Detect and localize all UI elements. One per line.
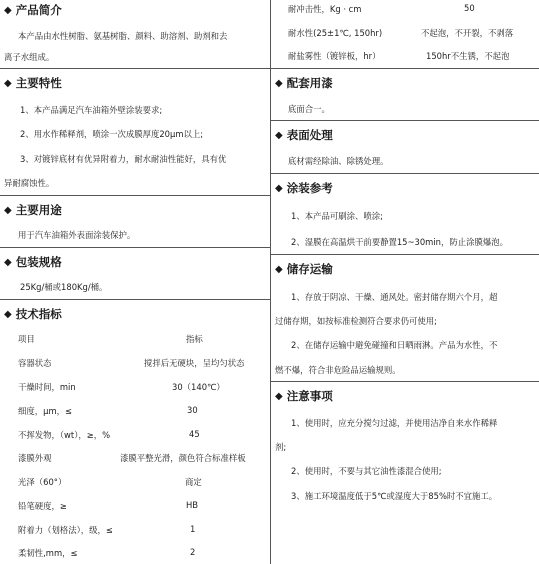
- spec-item: 光泽（60°）: [18, 477, 67, 487]
- diamond-bullet-icon: ◆: [4, 4, 12, 16]
- spec-value: 不起泡，不开裂，不剥落: [421, 28, 514, 38]
- spec-item: 漆膜外观: [18, 453, 52, 463]
- divider: [0, 195, 270, 196]
- divider: [271, 173, 539, 174]
- diamond-bullet-icon: ◆: [275, 263, 283, 275]
- section-title-intro: ◆ 产品简介: [4, 3, 62, 17]
- spec-value: 商定: [185, 477, 202, 487]
- spec-value: HB: [186, 500, 199, 510]
- spec-value: 150hr不生锈，不起泡: [426, 51, 510, 61]
- spec-item: 干燥时间，min: [18, 382, 76, 392]
- section-title-application: ◆ 涂装参考: [275, 181, 333, 195]
- notes-line-2: 剂;: [275, 442, 287, 452]
- divider: [0, 299, 270, 300]
- divider: [271, 120, 539, 121]
- intro-line-2: 离子水组成。: [4, 52, 55, 62]
- packaging-line-1: 25Kg/桶或180Kg/桶。: [20, 282, 108, 292]
- application-line-1: 1、本产品可刷涂、喷涂;: [291, 211, 383, 221]
- spec-item: 柔韧性,mm，≤: [18, 548, 78, 558]
- spec-value: 30: [187, 405, 198, 415]
- section-title-specs: ◆ 技术指标: [4, 307, 62, 321]
- diamond-bullet-icon: ◆: [4, 77, 12, 89]
- diamond-bullet-icon: ◆: [275, 390, 283, 402]
- application-line-2: 2、湿膜在高温烘干前要静置15~30min，防止涂膜爆泡。: [291, 237, 508, 247]
- spec-value: 45: [189, 429, 200, 439]
- spec-value: 30（140℃）: [172, 382, 225, 392]
- spec-item: 铅笔硬度，≥: [18, 501, 67, 511]
- spec-item: 耐盐雾性（镀锌板，hr）: [288, 51, 381, 61]
- storage-line-1: 1、存放于阴凉、干燥、通风处。密封储存期六个月，超: [291, 292, 498, 302]
- spec-value: 漆膜平整光滑，颜色符合标准样板: [120, 453, 246, 463]
- storage-line-4: 燃不爆，符合非危险品运输规则。: [275, 365, 401, 375]
- section-title-usage: ◆ 主要用途: [4, 203, 62, 217]
- spec-value: 2: [190, 547, 196, 557]
- section-title-storage: ◆ 储存运输: [275, 262, 333, 276]
- storage-line-3: 2、在储存运输中避免碰撞和日晒雨淋。产品为水性，不: [291, 340, 498, 350]
- divider: [0, 68, 270, 69]
- spec-item: 细度，μm，≤: [18, 406, 73, 416]
- section-title-surface: ◆ 表面处理: [275, 128, 333, 142]
- spec-item: 容器状态: [18, 358, 52, 368]
- features-line-1: 1、本产品满足汽车油箱外壁涂装要求;: [20, 105, 163, 115]
- section-title-notes: ◆ 注意事项: [275, 389, 333, 403]
- divider: [0, 247, 270, 248]
- spec-item: 项目: [18, 334, 35, 344]
- intro-line-1: 本产品由水性树脂、氨基树脂、颜料、助溶剂、助剂和去: [18, 31, 228, 41]
- features-line-4: 异耐腐蚀性。: [4, 178, 55, 188]
- notes-line-4: 3、施工环境温度低于5℃或湿度大于85%时不宜施工。: [291, 491, 498, 501]
- spec-item: 不挥发物，（wt），≥，%: [18, 430, 111, 440]
- diamond-bullet-icon: ◆: [275, 182, 283, 194]
- spec-item: 耐水性(25±1℃, 150hr): [288, 28, 383, 38]
- spec-value: 1: [190, 524, 196, 534]
- surface-line-1: 底材需经除油、除锈处理。: [288, 156, 389, 166]
- spec-item: 耐冲击性，Kg · cm: [288, 4, 362, 14]
- diamond-bullet-icon: ◆: [4, 308, 12, 320]
- storage-line-2: 过储存期，如按标准检测符合要求仍可使用;: [275, 316, 437, 326]
- divider: [271, 254, 539, 255]
- divider: [271, 68, 539, 69]
- section-title-paint: ◆ 配套用漆: [275, 76, 333, 90]
- section-title-features: ◆ 主要特性: [4, 76, 62, 90]
- section-title-packaging: ◆ 包装规格: [4, 255, 62, 269]
- notes-line-3: 2、使用时，不要与其它油性漆混合使用;: [291, 466, 442, 476]
- spec-value: 搅拌后无硬块，呈均匀状态: [144, 358, 245, 368]
- usage-line-1: 用于汽车油箱外表面涂装保护。: [18, 230, 136, 240]
- features-line-3: 3、对镀锌底材有优异附着力，耐水耐油性能好，具有优: [20, 154, 227, 164]
- diamond-bullet-icon: ◆: [4, 204, 12, 216]
- right-column: [271, 0, 539, 564]
- diamond-bullet-icon: ◆: [275, 129, 283, 141]
- spec-value: 50: [464, 3, 475, 13]
- notes-line-1: 1、使用时，应充分搅匀过滤，并使用洁净自来水作稀释: [291, 418, 498, 428]
- divider: [271, 381, 539, 382]
- spec-value: 指标: [186, 334, 203, 344]
- paint-line-1: 底面合一。: [288, 104, 330, 114]
- spec-item: 附着力（划格法），级，≤: [18, 525, 113, 535]
- diamond-bullet-icon: ◆: [4, 256, 12, 268]
- features-line-2: 2、用水作稀释剂，喷涂一次成膜厚度20μm以上;: [20, 129, 204, 139]
- diamond-bullet-icon: ◆: [275, 77, 283, 89]
